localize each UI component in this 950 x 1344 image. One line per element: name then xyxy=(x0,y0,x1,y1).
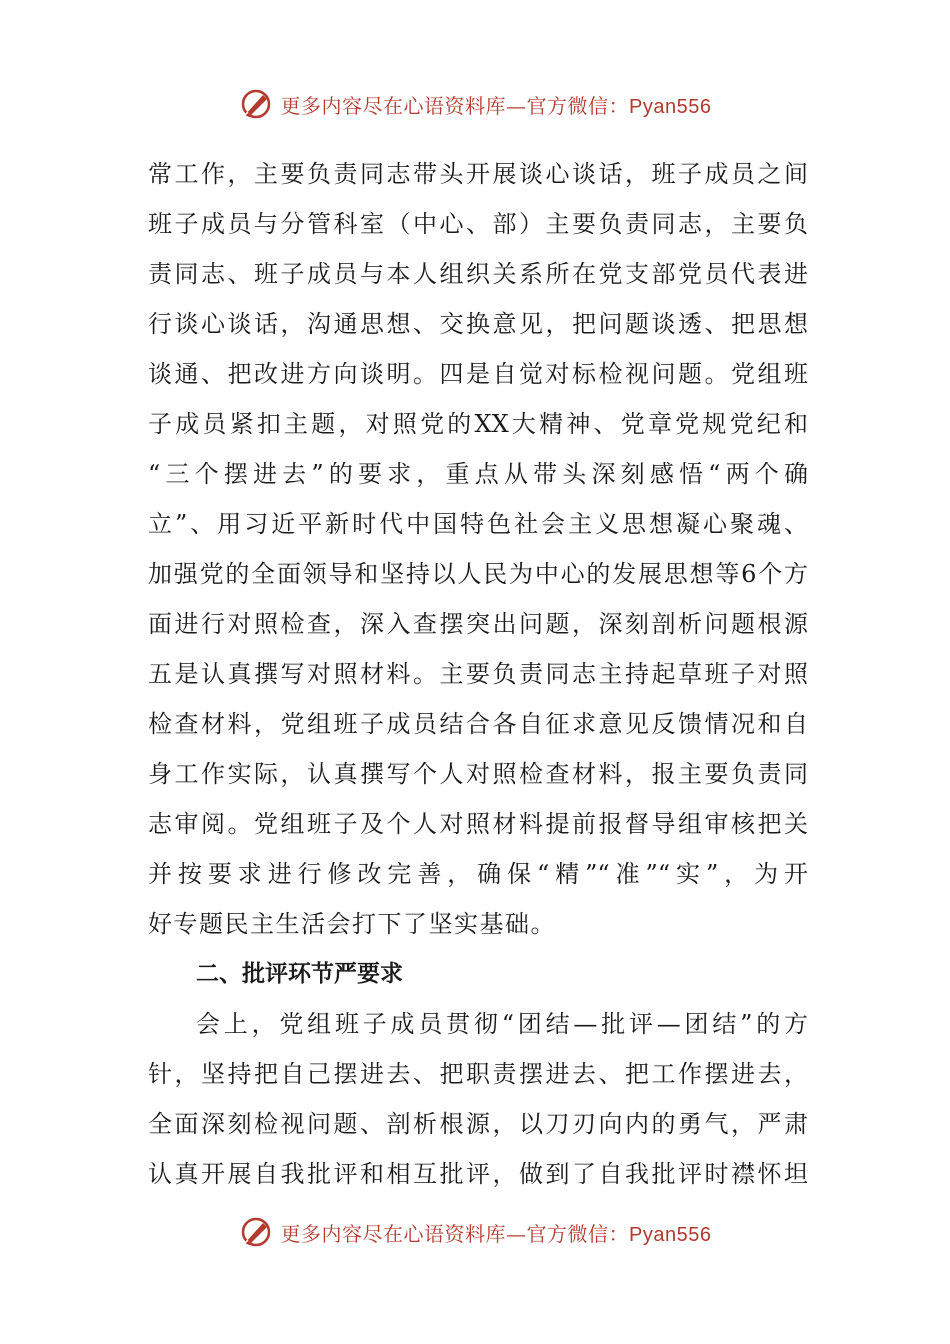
body-line: 责同志、班子成员与本人组织关系所在党支部党员代表进 xyxy=(148,260,808,288)
body-line: 并按要求进行修改完善，确保“精”“准”“实”，为开 xyxy=(148,860,808,888)
footer-banner-text: 更多内容尽在心语资料库—官方微信：Pyan556 xyxy=(280,1221,712,1246)
body-line: 好专题民主生活会打下了坚实基础。 xyxy=(148,910,556,938)
body-line: 常工作，主要负责同志带头开展谈心谈话，班子成员之间 xyxy=(148,160,808,188)
section-line: 认真开展自我批评和相互批评，做到了自我批评时襟怀坦 xyxy=(148,1160,808,1188)
header-banner-text: 更多内容尽在心语资料库—官方微信：Pyan556 xyxy=(280,93,712,118)
document-body xyxy=(148,149,808,1199)
pen-nib-logo-icon xyxy=(239,1215,273,1249)
body-line: 立”、用习近平新时代中国特色社会主义思想凝心聚魂、 xyxy=(148,510,808,538)
section-line: 针，坚持把自己摆进去、把职责摆进去、把工作摆进去， xyxy=(148,1060,808,1088)
body-line: 面进行对照检查，深入查摆突出问题，深刻剖析问题根源 xyxy=(148,610,808,638)
section-heading: 二、批评环节严要求 xyxy=(196,961,403,987)
footer-banner xyxy=(0,1212,950,1252)
footer-wechat-id: Pyan556 xyxy=(629,1223,712,1246)
body-line: 谈通、把改进方向谈明。四是自觉对标检视问题。党组班 xyxy=(148,360,808,388)
body-line: 志审阅。党组班子及个人对照材料提前报督导组审核把关 xyxy=(148,810,808,838)
body-line: 检查材料，党组班子成员结合各自征求意见反馈情况和自 xyxy=(148,710,808,738)
header-wechat-id: Pyan556 xyxy=(629,95,712,118)
body-line: 行谈心谈话，沟通思想、交换意见，把问题谈透、把思想 xyxy=(148,310,808,338)
body-line: 加强党的全面领导和坚持以人民为中心的发展思想等6个方 xyxy=(148,560,808,588)
header-banner xyxy=(0,84,950,124)
body-line: 五是认真撰写对照材料。主要负责同志主持起草班子对照 xyxy=(148,660,808,688)
body-line: “三个摆进去”的要求，重点从带头深刻感悟“两个确 xyxy=(148,460,808,488)
body-line: 子成员紧扣主题，对照党的XX大精神、党章党规党纪和 xyxy=(148,410,808,438)
section-line: 会上，党组班子成员贯彻“团结—批评—团结”的方 xyxy=(196,1010,808,1038)
section-line: 全面深刻检视问题、剖析根源，以刀刃向内的勇气，严肃 xyxy=(148,1110,808,1138)
body-line: 身工作实际，认真撰写个人对照检查材料，报主要负责同 xyxy=(148,760,808,788)
body-line: 班子成员与分管科室（中心、部）主要负责同志，主要负 xyxy=(148,210,808,238)
pen-nib-logo-icon xyxy=(239,87,273,121)
